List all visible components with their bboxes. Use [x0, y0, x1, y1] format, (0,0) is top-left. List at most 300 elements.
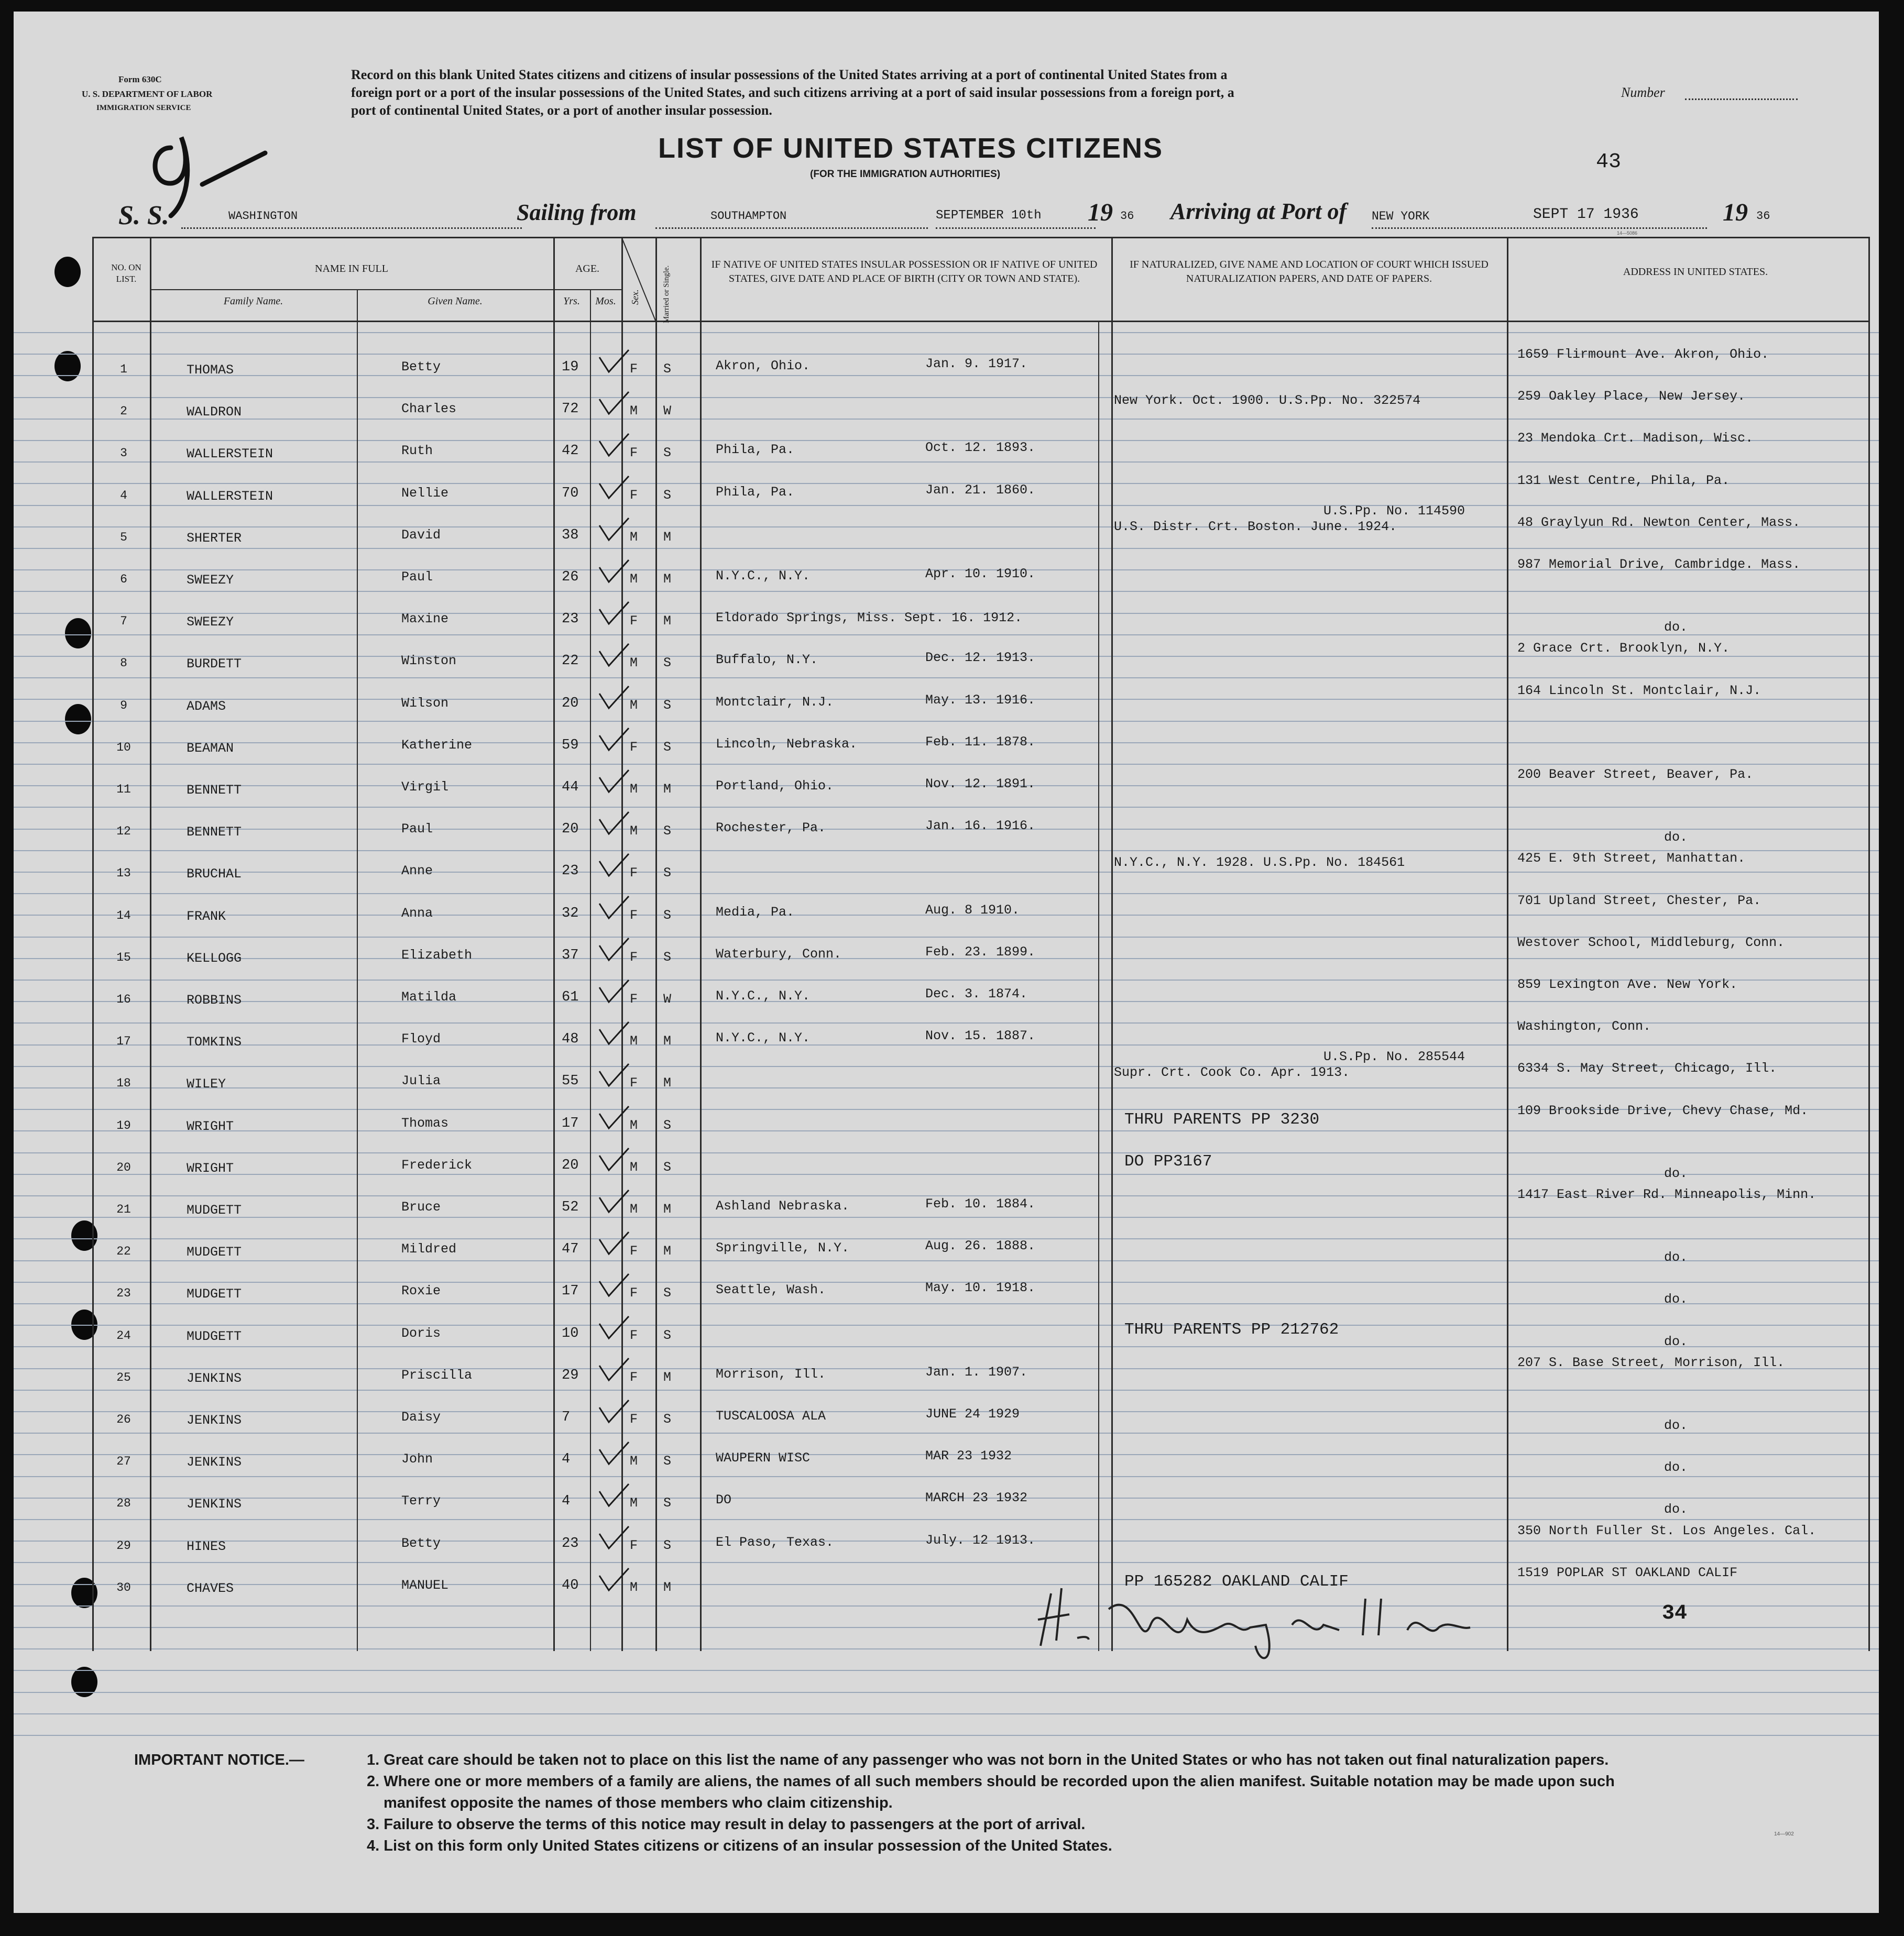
naturalization-info: THRU PARENTS PP 212762 — [1124, 1321, 1339, 1339]
header-family-name: Family Name. — [223, 295, 283, 307]
birth-place: Montclair, N.J. — [716, 695, 834, 710]
naturalization-info: PP 165282 OAKLAND CALIF — [1124, 1572, 1349, 1591]
age-years: 23 — [562, 863, 579, 879]
ruled-line — [14, 505, 1879, 506]
address: 1417 East River Rd. Minneapolis, Minn. — [1517, 1187, 1817, 1202]
row-number: 9 — [120, 699, 127, 712]
arrival-date: SEPT 17 1936 — [1533, 206, 1639, 223]
address: do. — [1664, 1166, 1688, 1181]
sailing-date: SEPTEMBER 10th — [936, 208, 1042, 223]
header-birth: IF NATIVE OF UNITED STATES INSULAR POSSESSION OR IF NATIVE OF UNITED STATES, GIVE DATE AND PLACE OF BIRTH (CITY OR TOWN AND STATE). — [711, 259, 1098, 284]
age-years: 52 — [562, 1200, 579, 1215]
marital-status: S — [663, 1412, 672, 1427]
birth-place: Phila, Pa. — [716, 442, 795, 457]
address: 350 North Fuller St. Los Angeles. Cal. — [1517, 1523, 1817, 1538]
family-name: BURDETT — [187, 656, 242, 672]
column-divider — [1868, 237, 1870, 1651]
family-name: KELLOGG — [187, 951, 242, 966]
page-title: LIST OF UNITED STATES CITIZENS — [658, 133, 1163, 164]
birth-place: TUSCALOOSA ALA — [716, 1409, 826, 1424]
family-name: FRANK — [187, 909, 226, 924]
marital-status: S — [663, 865, 672, 881]
check-mark-icon — [595, 1397, 632, 1428]
arriving-label: Arriving at Port of — [1170, 199, 1347, 224]
row-number: 21 — [116, 1203, 131, 1216]
ruled-line — [14, 1605, 1879, 1607]
table-top-border — [92, 237, 1868, 238]
row-number: 27 — [116, 1455, 131, 1468]
family-name: WRIGHT — [187, 1119, 234, 1134]
ruled-line — [14, 1562, 1879, 1563]
ruled-line — [14, 1130, 1879, 1131]
sex: F — [630, 1328, 638, 1343]
ruled-line — [14, 1346, 1879, 1347]
birth-date: May. 10. 1918. — [925, 1280, 1036, 1295]
family-name: ROBBINS — [187, 993, 242, 1008]
row-number: 18 — [116, 1076, 131, 1090]
marital-status: S — [663, 488, 672, 503]
given-name: Roxie — [401, 1283, 441, 1299]
address: Washington, Conn. — [1517, 1019, 1651, 1034]
given-name: Wilson — [401, 696, 449, 711]
sex: M — [630, 571, 638, 587]
sex: F — [630, 1538, 638, 1553]
age-years: 17 — [562, 1116, 579, 1131]
row-number: 7 — [120, 614, 127, 628]
birth-place: Lincoln, Nebraska. — [716, 736, 858, 752]
form-id: Form 630C — [118, 74, 162, 84]
marital-status: S — [663, 823, 672, 839]
marital-status: S — [663, 1538, 672, 1553]
row-number: 15 — [116, 951, 131, 964]
ruled-line — [14, 634, 1879, 635]
family-name: BEAMAN — [187, 741, 234, 756]
given-name: Elizabeth — [401, 948, 473, 963]
check-mark-icon — [595, 893, 632, 925]
given-name: Frederick — [401, 1158, 473, 1173]
naturalization-papers: U.S.Pp. No. 114590 — [1323, 503, 1465, 519]
birth-date: JUNE 24 1929 — [925, 1406, 1020, 1422]
address: do. — [1664, 1460, 1688, 1475]
sailing-label: Sailing from — [517, 200, 637, 225]
number-line — [1685, 98, 1798, 100]
family-name: JENKINS — [187, 1413, 242, 1428]
address: 48 Graylyun Rd. Newton Center, Mass. — [1517, 515, 1801, 530]
family-name: SHERTER — [187, 531, 242, 546]
birth-date: Feb. 23. 1899. — [925, 944, 1036, 960]
ruled-line — [14, 1390, 1879, 1391]
given-name: Anna — [401, 906, 433, 921]
ruled-line — [14, 1260, 1879, 1261]
birth-place: DO — [716, 1492, 732, 1508]
row-number: 11 — [116, 783, 131, 796]
birth-date: Jan. 16. 1916. — [925, 818, 1036, 833]
arrival-port: NEW YORK — [1372, 210, 1430, 223]
family-name: WALDRON — [187, 404, 242, 420]
marital-status: S — [663, 655, 672, 670]
marital-status: M — [663, 571, 672, 587]
sailing-year-prefix: 19 — [1088, 199, 1113, 226]
check-mark-icon — [595, 1145, 632, 1176]
form-service: IMMIGRATION SERVICE — [96, 104, 191, 112]
check-mark-icon — [595, 1439, 632, 1470]
age-years: 32 — [562, 906, 579, 921]
birth-date: Nov. 12. 1891. — [925, 776, 1036, 791]
binder-hole — [65, 704, 91, 734]
given-name: Floyd — [401, 1031, 441, 1047]
address: do. — [1664, 1502, 1688, 1517]
sex: M — [630, 823, 638, 839]
address: do. — [1664, 1292, 1688, 1307]
address: 701 Upland Street, Chester, Pa. — [1517, 893, 1761, 908]
age-years: 20 — [562, 696, 579, 711]
ruled-line — [14, 1735, 1879, 1736]
marital-status: S — [663, 361, 672, 377]
birth-place: Waterbury, Conn. — [716, 947, 842, 962]
ruled-line — [14, 1433, 1879, 1434]
ruled-line — [14, 461, 1879, 463]
header-naturalized: IF NATURALIZED, GIVE NAME AND LOCATION OF COURT WHICH ISSUED NATURALIZATION PAPERS, AND DATE OF PAPERS. — [1130, 259, 1489, 284]
address: 207 S. Base Street, Morrison, Ill. — [1517, 1355, 1785, 1370]
given-name: Paul — [401, 821, 433, 837]
sex: M — [630, 698, 638, 713]
family-name: MUDGETT — [187, 1203, 242, 1218]
marital-status: M — [663, 1075, 672, 1091]
age-years: 23 — [562, 1536, 579, 1552]
naturalization-info: New York. Oct. 1900. U.S.Pp. No. 322574 — [1114, 393, 1421, 408]
ruled-line — [14, 1303, 1879, 1304]
row-number: 8 — [120, 656, 127, 670]
row-number: 19 — [116, 1119, 131, 1132]
sex: F — [630, 1285, 638, 1301]
naturalization-court: U.S. Distr. Crt. Boston. June. 1924. — [1114, 519, 1397, 534]
check-mark-icon — [595, 1355, 632, 1387]
row-number: 13 — [116, 866, 131, 880]
age-years: 47 — [562, 1241, 579, 1257]
birth-place: Buffalo, N.Y. — [716, 652, 818, 667]
birth-date: Nov. 15. 1887. — [925, 1028, 1036, 1043]
check-mark-icon — [595, 725, 632, 756]
row-number: 24 — [116, 1329, 131, 1343]
ruled-line — [14, 807, 1879, 808]
check-mark-icon — [595, 1103, 632, 1135]
notice-item-1: 1. Great care should be taken not to place on this list the name of any passenger who was not born in the United States or who has not taken out final naturalization papers. — [367, 1752, 1609, 1768]
birth-place: Ashland Nebraska. — [716, 1198, 850, 1214]
row-number: 12 — [116, 824, 131, 838]
check-mark-icon — [595, 1481, 632, 1512]
age-years: 23 — [562, 611, 579, 627]
row-number: 3 — [120, 446, 127, 460]
address: 164 Lincoln St. Montclair, N.J. — [1517, 683, 1761, 698]
given-name: Bruce — [401, 1200, 441, 1215]
number-label: Number — [1621, 85, 1665, 100]
check-mark-icon — [595, 1565, 632, 1597]
given-name: Matilda — [401, 989, 457, 1005]
marital-status: W — [663, 992, 672, 1007]
age-subheader-line — [553, 289, 621, 290]
family-name: THOMAS — [187, 362, 234, 378]
given-name: Doris — [401, 1326, 441, 1341]
given-name: Terry — [401, 1493, 441, 1509]
column-divider — [655, 237, 657, 1651]
notice-item-4: 4. List on this form only United States citizens or citizens of an insular possession of the United States. — [367, 1838, 1112, 1854]
sailing-year: 36 — [1120, 210, 1134, 223]
naturalization-court: Supr. Crt. Cook Co. Apr. 1913. — [1114, 1065, 1350, 1080]
ship-name: WASHINGTON — [228, 210, 298, 223]
binder-hole — [54, 351, 81, 381]
birth-date: Oct. 12. 1893. — [925, 440, 1036, 455]
sex: M — [630, 1160, 638, 1175]
given-name: Maxine — [401, 611, 449, 626]
check-mark-icon — [595, 431, 632, 462]
family-name: ADAMS — [187, 699, 226, 714]
family-name: JENKINS — [187, 1455, 242, 1470]
birth-date: July. 12 1913. — [925, 1533, 1036, 1548]
check-mark-icon — [595, 515, 632, 546]
row-number: 1 — [120, 362, 127, 376]
column-divider — [1111, 237, 1113, 1651]
marital-status: S — [663, 1118, 672, 1133]
row-number: 5 — [120, 531, 127, 544]
binder-hole — [65, 618, 91, 648]
check-mark-icon — [595, 935, 632, 966]
header-married-or-single: Married or Single. — [662, 265, 671, 323]
given-name: Ruth — [401, 443, 433, 458]
family-name: MUDGETT — [187, 1286, 242, 1302]
birth-place: Springville, N.Y. — [716, 1240, 850, 1256]
ruled-line — [14, 1087, 1879, 1088]
header-sex: Sex. — [630, 289, 640, 305]
header-given-name: Given Name. — [428, 295, 483, 307]
row-number: 4 — [120, 489, 127, 502]
family-name: SWEEZY — [187, 614, 234, 630]
column-divider — [150, 237, 151, 1651]
check-mark-icon — [595, 977, 632, 1008]
check-mark-icon — [595, 473, 632, 504]
check-mark-icon — [595, 809, 632, 840]
row-number: 10 — [116, 741, 131, 754]
age-years: 42 — [562, 443, 579, 459]
sex: M — [630, 782, 638, 797]
address: 987 Memorial Drive, Cambridge. Mass. — [1517, 557, 1801, 572]
given-name: Betty — [401, 359, 441, 375]
address: do. — [1664, 1250, 1688, 1265]
marital-status: S — [663, 698, 672, 713]
check-mark-icon — [595, 851, 632, 882]
sex: F — [630, 1370, 638, 1385]
handwritten-signature — [1030, 1578, 1481, 1667]
marital-status: M — [663, 1202, 672, 1217]
birth-date: Apr. 10. 1910. — [925, 566, 1036, 581]
address: 425 E. 9th Street, Manhattan. — [1517, 851, 1746, 866]
sex: M — [630, 403, 638, 419]
address: 859 Lexington Ave. New York. — [1517, 977, 1738, 992]
birth-date: Aug. 8 1910. — [925, 903, 1020, 918]
address: 23 Mendoka Crt. Madison, Wisc. — [1517, 431, 1754, 446]
sex: F — [630, 865, 638, 881]
marital-status: M — [663, 1580, 672, 1595]
family-name: CHAVES — [187, 1581, 234, 1596]
family-name: WRIGHT — [187, 1161, 234, 1176]
marital-status: S — [663, 950, 672, 965]
address: 109 Brookside Drive, Chevy Chase, Md. — [1517, 1103, 1809, 1118]
arrival-year-prefix: 19 — [1723, 199, 1748, 226]
address: do. — [1664, 830, 1688, 845]
ruled-line — [14, 1519, 1879, 1520]
row-number: 22 — [116, 1245, 131, 1258]
ruled-line — [14, 548, 1879, 549]
address: 200 Beaver Street, Beaver, Pa. — [1517, 767, 1754, 782]
notice-item-2-cont: manifest opposite the names of those members who claim citizenship. — [384, 1795, 893, 1811]
column-divider — [590, 289, 591, 1651]
naturalization-info: THRU PARENTS PP 3230 — [1124, 1110, 1320, 1129]
birth-place: Rochester, Pa. — [716, 820, 826, 835]
family-name: BENNETT — [187, 824, 242, 840]
sailing-port-line — [655, 227, 928, 229]
birth-place: Portland, Ohio. — [716, 778, 834, 794]
age-years: 55 — [562, 1073, 579, 1089]
row-number: 14 — [116, 909, 131, 922]
ruled-line — [14, 375, 1879, 376]
marital-status: S — [663, 1454, 672, 1469]
age-years: 4 — [562, 1451, 571, 1467]
age-years: 4 — [562, 1493, 571, 1509]
sex: F — [630, 613, 638, 629]
birth-date: Dec. 3. 1874. — [925, 986, 1028, 1002]
address: do. — [1664, 1418, 1688, 1433]
marital-status: S — [663, 908, 672, 923]
header-name-in-full: NAME IN FULL — [315, 263, 388, 274]
sex: F — [630, 1412, 638, 1427]
age-years: 40 — [562, 1578, 579, 1593]
check-mark-icon — [595, 683, 632, 714]
age-years: 22 — [562, 653, 579, 669]
ruled-line — [14, 419, 1879, 420]
address: Westover School, Middleburg, Conn. — [1517, 935, 1785, 950]
naturalization-info: DO PP3167 — [1124, 1152, 1212, 1171]
family-name: BENNETT — [187, 783, 242, 798]
ruled-line — [14, 1670, 1879, 1671]
sex: F — [630, 950, 638, 965]
marital-status: S — [663, 1285, 672, 1301]
header-bottom-border — [92, 321, 1868, 322]
check-mark-icon — [595, 1019, 632, 1050]
sex: M — [630, 1118, 638, 1133]
birth-date: MARCH 23 1932 — [925, 1490, 1028, 1505]
binder-hole — [54, 257, 81, 287]
birth-place: N.Y.C., N.Y. — [716, 1030, 811, 1046]
sex: F — [630, 361, 638, 377]
sex: F — [630, 1244, 638, 1259]
ruled-line — [14, 1044, 1879, 1046]
address: 1659 Flirmount Ave. Akron, Ohio. — [1517, 347, 1769, 362]
sex: M — [630, 655, 638, 670]
address: 1519 POPLAR ST OAKLAND CALIF — [1517, 1565, 1738, 1580]
ruled-line — [14, 677, 1879, 678]
marital-status: M — [663, 1370, 672, 1385]
row-number: 6 — [120, 573, 127, 586]
marital-status: M — [663, 613, 672, 629]
marital-status: S — [663, 740, 672, 755]
sex: M — [630, 1495, 638, 1511]
age-years: 59 — [562, 738, 579, 753]
birth-place: Akron, Ohio. — [716, 358, 811, 373]
sex: F — [630, 740, 638, 755]
check-mark-icon — [595, 1187, 632, 1218]
row-number: 23 — [116, 1286, 131, 1300]
marital-status: M — [663, 530, 672, 545]
column-divider — [92, 237, 94, 1651]
check-mark-icon — [595, 557, 632, 588]
sailing-port: SOUTHAMPTON — [710, 210, 787, 223]
given-name: John — [401, 1451, 433, 1467]
age-years: 19 — [562, 359, 579, 375]
sex: F — [630, 445, 638, 460]
address: do. — [1664, 620, 1688, 635]
instruction-line-2: foreign port or a port of the insular possessions of the United States, and such citizens arriving at a port of said insular possessions from a foreign port, a — [351, 85, 1234, 100]
sex: F — [630, 1075, 638, 1091]
marital-status: W — [663, 403, 672, 419]
age-years: 10 — [562, 1326, 579, 1341]
given-name: Thomas — [401, 1116, 449, 1131]
ruled-line — [14, 332, 1879, 333]
sex: F — [630, 908, 638, 923]
marital-status: S — [663, 1328, 672, 1343]
marital-status: S — [663, 445, 672, 460]
age-years: 17 — [562, 1283, 579, 1299]
arrival-year: 36 — [1756, 210, 1770, 223]
family-name: BRUCHAL — [187, 866, 242, 882]
column-divider — [357, 289, 358, 1651]
age-years: 26 — [562, 569, 579, 585]
age-years: 72 — [562, 401, 579, 417]
age-years: 61 — [562, 989, 579, 1005]
family-name: SWEEZY — [187, 573, 234, 588]
address: do. — [1664, 1334, 1688, 1349]
marital-status: M — [663, 782, 672, 797]
notice-item-3: 3. Failure to observe the terms of this notice may result in delay to passengers at the port of arrival. — [367, 1816, 1086, 1833]
naturalization-papers: U.S.Pp. No. 285544 — [1323, 1049, 1465, 1064]
notice-lead: IMPORTANT NOTICE.— — [134, 1752, 304, 1768]
ruled-line — [14, 1648, 1879, 1649]
given-name: Priscilla — [401, 1368, 473, 1383]
form-dept: U. S. DEPARTMENT OF LABOR — [82, 89, 213, 99]
manifest-sheet — [14, 12, 1879, 1913]
row-number: 30 — [116, 1581, 131, 1594]
marital-status: M — [663, 1033, 672, 1049]
family-name: WALLERSTEIN — [187, 489, 273, 504]
arrival-line — [1372, 227, 1707, 229]
address: 2 Grace Crt. Brooklyn, N.Y. — [1517, 641, 1730, 656]
ruled-line — [14, 721, 1879, 722]
age-years: 38 — [562, 527, 579, 543]
birth-date: May. 13. 1916. — [925, 692, 1036, 708]
ruled-line — [14, 591, 1879, 592]
ruled-line — [14, 872, 1879, 873]
check-mark-icon — [595, 767, 632, 798]
given-name: Virgil — [401, 779, 449, 795]
instruction-line-3: port of continental United States, or a port of another insular possession. — [351, 103, 772, 118]
column-divider — [1507, 237, 1508, 1651]
given-name: Julia — [401, 1073, 441, 1088]
row-number: 2 — [120, 404, 127, 418]
sex: M — [630, 530, 638, 545]
age-years: 20 — [562, 1158, 579, 1173]
ship-line — [181, 227, 522, 229]
birth-place: Media, Pa. — [716, 905, 795, 920]
ruled-line — [14, 1584, 1879, 1585]
page-subtitle: (FOR THE IMMIGRATION AUTHORITIES) — [810, 169, 1001, 180]
